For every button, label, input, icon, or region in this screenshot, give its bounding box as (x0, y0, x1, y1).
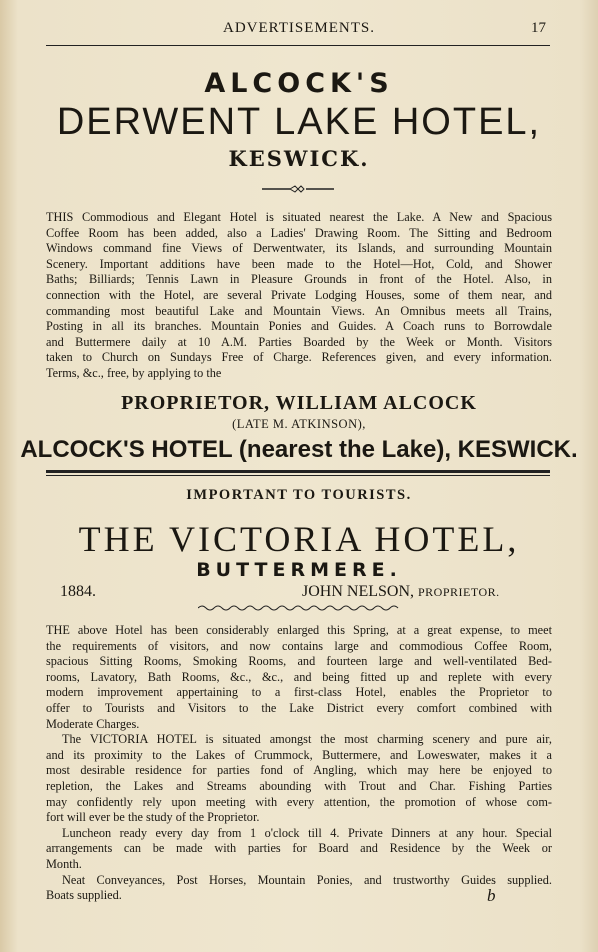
ad2-body (46, 623, 552, 904)
ad2-body-line: THE above Hotel has been considerably enlarged this Spring, at a great expense, to meet (46, 623, 552, 637)
ornament-divider (262, 185, 334, 193)
ad2-body-line: Moderate Charges. (46, 716, 140, 731)
ad1-body-line: Posting in all its branches. Mountain Ponies and Guides. A Coach runs to Borrowdale (46, 319, 552, 334)
ad1-body-line: connection with the Hotel, are several Private Lodging Houses, some of them near, and (46, 287, 552, 302)
ad1-footer-line: ALCOCK'S HOTEL (nearest the Lake), KESWICK. (20, 436, 578, 463)
ad2-body-line: Month. (46, 856, 82, 871)
ad2-owner-role: PROPRIETOR. (418, 585, 500, 599)
header-rule (46, 45, 550, 46)
section-rule-thick (46, 470, 550, 473)
ad1-body-line: commanding most beautiful Lake and Mountain Views. An Omnibus meets all Trains, (46, 303, 552, 318)
ad1-town: KESWICK. (228, 146, 370, 171)
ad1-hotel-title: DERWENT LAKE HOTEL, (56, 101, 542, 143)
ad2-body-line: Neat Conveyances, Post Horses, Mountain Ponies, and trustworthy Guides supplied. (62, 872, 552, 887)
ad1-body-line: Windows command fine Views of Derwentwater, its Islands, and surrounding Mountain (46, 241, 552, 256)
ad1-body-line: and Buttermere daily at 10 A.M. Parties Boarded by the Week or Month. Visitors (46, 334, 552, 349)
ad2-body-line: fort will ever be the study of the Proprietor. (46, 810, 260, 825)
ad2-body-line: rooms, Lavatory, Bath Rooms, &c., &c., and being fitted up and replete with every (46, 669, 552, 684)
ad2-body-line: may confidently rely upon meeting with every attention, the promotion of whose com- (46, 794, 552, 809)
ad1-body-line: Terms, &c., free, by applying to the (46, 365, 222, 380)
ad2-body-line: most desirable residence for parties fond of Angling, which may here be enjoyed to (46, 763, 552, 778)
ad2-owner-line (302, 583, 500, 601)
ad2-body-line: spacious Sitting Rooms, Smoking Rooms, and fourteen large and well-ventilated Bed- (46, 654, 552, 669)
ad1-proprietor: PROPRIETOR, WILLIAM ALCOCK (121, 392, 477, 414)
header-title: ADVERTISEMENTS. (222, 20, 375, 36)
signature-mark: b (487, 886, 496, 905)
ad1-body-line: Baths; Billiards; Tennis Lawn in Pleasure Grounds in front of the Hotel. Also, in (46, 272, 552, 287)
ad2-body-line: The VICTORIA HOTEL is situated amongst the most charming scenery and pure air, (62, 732, 552, 747)
wavy-divider (198, 604, 400, 612)
ad2-body-line: the requirements of visitors, and now contains large and commodious Coffee Room, (46, 638, 552, 653)
ad1-body-line: Coffee Room has been added, also a Ladies' Drawing Room. The Sitting and Bedroom (46, 225, 552, 240)
ad1-late-owner: (LATE M. ATKINSON), (232, 417, 366, 431)
ad2-body-line: and its proximity to the Lakes of Crummock, Buttermere, and Loweswater, makes it a (46, 747, 552, 762)
ad2-body-line: Boats supplied. (46, 888, 122, 903)
ad2-year: 1884. (60, 583, 96, 600)
page-number: 17 (531, 20, 546, 36)
ad1-body-line: THIS Commodious and Elegant Hotel is situated nearest the Lake. A New and Spacious (46, 210, 552, 224)
ad2-kicker: IMPORTANT TO TOURISTS. (186, 487, 412, 503)
ad2-body-line: arrangements can be made with parties for Board and Residence by the Week or (46, 841, 552, 856)
running-header (0, 20, 598, 40)
ad1-name: ALCOCK'S (204, 68, 394, 99)
ad2-owner-name: JOHN NELSON, (302, 583, 414, 600)
ad2-body-line: repletion, the Lakes and Streams abounding with Trout and Char. Fishing Parties (46, 778, 552, 793)
ad1-body-line: taken to Church on Sundays Free of Charge. References given, and every information. (46, 350, 552, 365)
ad2-town: BUTTERMERE. (196, 559, 402, 581)
ad2-body-line: offer to Tourists and Visitors to the Lake District every comfort combined with (46, 700, 552, 715)
ad1-body-line: Scenery. Important additions have been made to the Hotel—Hot, Cold, and Shower (46, 256, 552, 271)
ad2-body-line: modern improvement appertaining to a first-class Hotel, enables the Proprietor to (46, 685, 552, 700)
section-rule-thin (46, 475, 550, 476)
ad2-hotel-title: THE VICTORIA HOTEL, (78, 519, 520, 559)
ad1-body (46, 210, 552, 382)
ad2-body-line: Luncheon ready every day from 1 o'clock till 4. Private Dinners at any hour. Special (62, 825, 552, 840)
